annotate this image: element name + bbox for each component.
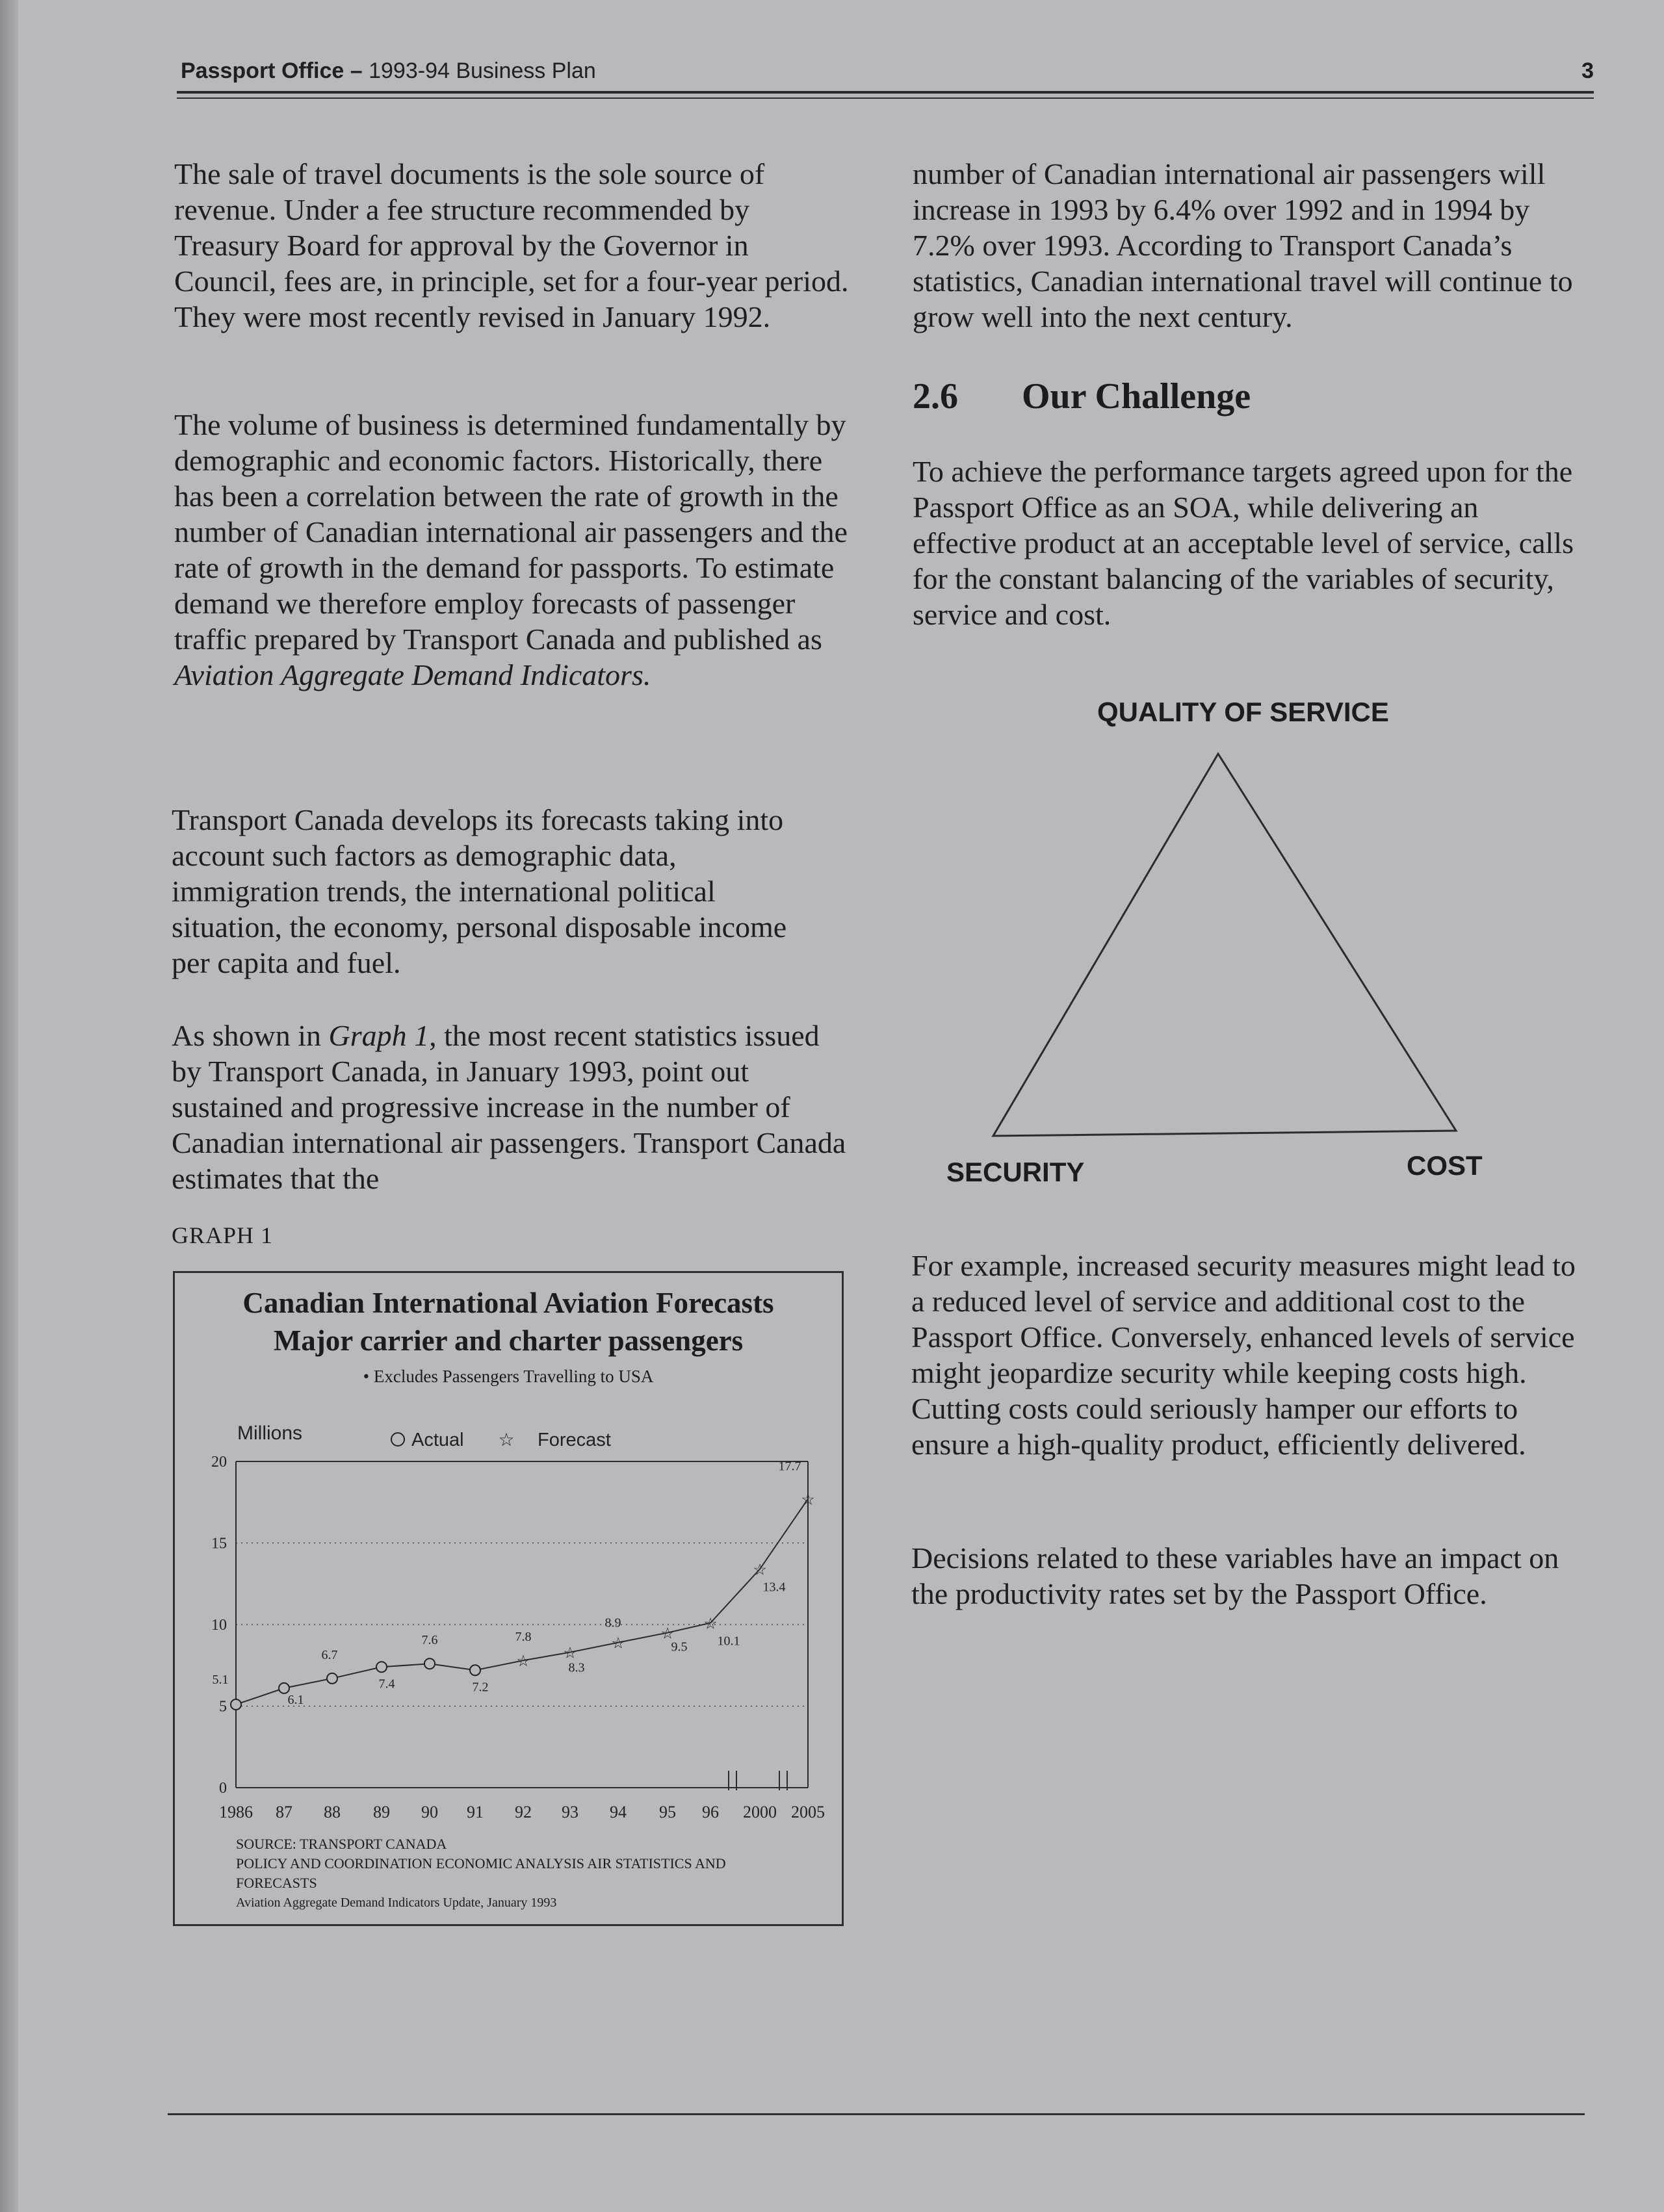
y-axis-label: Millions bbox=[237, 1422, 303, 1444]
header-rule bbox=[177, 91, 1594, 94]
data-point-actual bbox=[424, 1658, 435, 1669]
data-point-forecast: ☆ bbox=[703, 1615, 718, 1633]
x-tick-label: 87 bbox=[276, 1803, 292, 1821]
x-tick-label: 96 bbox=[702, 1803, 719, 1821]
page-number: 3 bbox=[1581, 58, 1594, 83]
triangle-shape bbox=[993, 754, 1456, 1136]
data-point-forecast: ☆ bbox=[563, 1645, 577, 1662]
header-title: Passport Office – 1993-94 Business Plan bbox=[181, 58, 596, 83]
data-label: 8.3 bbox=[568, 1660, 585, 1675]
y-tick-label: 5 bbox=[219, 1698, 227, 1716]
source-line: FORECASTS bbox=[236, 1875, 317, 1891]
data-point-actual bbox=[327, 1673, 337, 1684]
legend-star-icon: ☆ bbox=[498, 1430, 515, 1450]
chart-subtitle: • Excludes Passengers Travelling to USA bbox=[363, 1367, 654, 1386]
paragraph-forecasts: Transport Canada develops its forecasts taking into account such factors as demographic data, immigration trends, the international political situation, the economy, personal disposable income per capita and fuel. bbox=[172, 803, 787, 979]
paragraph-revenue: The sale of travel documents is the sole source of revenue. Under a fee structure recommended by Treasury Board for approval by the Governor in Council, fees are, in principle, set for a four-year period. They were most recently revised in January 1992. bbox=[174, 157, 849, 333]
data-label: 5.1 bbox=[212, 1672, 229, 1687]
graph-label: GRAPH 1 bbox=[172, 1222, 274, 1248]
data-label: 10.1 bbox=[717, 1634, 740, 1649]
data-label: 7.8 bbox=[515, 1630, 532, 1645]
x-tick-label: 92 bbox=[515, 1803, 532, 1821]
data-point-forecast: ☆ bbox=[611, 1635, 625, 1653]
diagram-label-quality: QUALITY OF SERVICE bbox=[1097, 697, 1389, 727]
diagram-label-cost: COST bbox=[1407, 1150, 1483, 1181]
data-point-actual bbox=[231, 1699, 241, 1710]
section-heading: 2.6 Our Challenge bbox=[913, 376, 1251, 417]
legend-circle-icon bbox=[391, 1433, 404, 1446]
source-line: Aviation Aggregate Demand Indicators Update, January 1993 bbox=[236, 1896, 557, 1910]
source-line: SOURCE: TRANSPORT CANADA bbox=[236, 1836, 447, 1852]
paragraph-volume: The volume of business is determined fundamentally by demographic and economic factors. Historically, there has been a correlation between the rate of growth in the number of Canadian international air passengers and the rate of growth in the demand for passports. To estimate demand we therefore employ forecasts of passenger traffic prepared by Transport Canada and published as Aviation Aggregate Demand Indicators. bbox=[174, 408, 848, 691]
y-tick-label: 10 bbox=[211, 1617, 227, 1634]
data-point-actual bbox=[279, 1683, 289, 1693]
footer-rule bbox=[168, 2113, 1585, 2115]
data-point-forecast: ☆ bbox=[516, 1653, 530, 1671]
x-tick-label: 89 bbox=[373, 1803, 390, 1821]
data-label: 7.4 bbox=[378, 1677, 395, 1691]
data-point-forecast: ☆ bbox=[753, 1562, 767, 1579]
triangle-diagram bbox=[975, 741, 1495, 1157]
paragraph-decisions: Decisions related to these variables have an impact on the productivity rates set by the Passport Office. bbox=[911, 1541, 1559, 1610]
header-rule-thin bbox=[177, 97, 1594, 99]
data-point-actual bbox=[376, 1662, 387, 1672]
data-label: 17.7 bbox=[778, 1459, 801, 1474]
diagram-label-security: SECURITY bbox=[946, 1157, 1085, 1187]
data-label: 7.6 bbox=[421, 1633, 438, 1648]
x-tick-label: 95 bbox=[659, 1803, 676, 1821]
data-point-forecast: ☆ bbox=[801, 1491, 815, 1509]
legend-forecast-label: Forecast bbox=[538, 1430, 611, 1450]
x-tick-label: 90 bbox=[421, 1803, 438, 1821]
legend-actual-label: Actual bbox=[411, 1430, 464, 1450]
data-point-forecast: ☆ bbox=[660, 1625, 675, 1643]
source-line: POLICY AND COORDINATION ECONOMIC ANALYSIS AIR STATISTICS AND bbox=[236, 1855, 726, 1871]
chart-frame bbox=[173, 1271, 844, 1926]
series-line bbox=[236, 1499, 808, 1704]
chart-title-line2: Major carrier and charter passengers bbox=[273, 1324, 744, 1357]
paragraph-challenge: To achieve the performance targets agreed upon for the Passport Office as an SOA, while delivering an effective product at an acceptable level of service, calls for the constant balancing of the variables of security, service and cost. bbox=[913, 455, 1574, 631]
chart-title: Canadian International Aviation Forecasts bbox=[242, 1287, 774, 1319]
chart-plot bbox=[175, 1273, 842, 1924]
x-tick-label: 2005 bbox=[791, 1803, 825, 1821]
y-tick-label: 15 bbox=[211, 1535, 227, 1552]
x-tick-label: 88 bbox=[324, 1803, 341, 1821]
data-label: 8.9 bbox=[604, 1615, 621, 1630]
paragraph-graph-reference: As shown in Graph 1, the most recent statistics issued by Transport Canada, in January 1993, point out sustained and progressive increase in the number of Canadian international air passengers. Transport Canada estimates that the bbox=[172, 1019, 846, 1195]
data-label: 6.7 bbox=[321, 1647, 338, 1662]
x-tick-label: 2000 bbox=[743, 1803, 777, 1821]
x-tick-label: 91 bbox=[467, 1803, 484, 1821]
paragraph-example: For example, increased security measures might lead to a reduced level of service and additional cost to the Passport Office. Conversely, enhanced levels of service might jeopardize security while keeping costs high. Cutting costs could seriously hamper our efforts to ensure a high-quality product, efficiently delivered. bbox=[911, 1249, 1576, 1461]
data-label: 6.1 bbox=[287, 1692, 304, 1707]
data-point-actual bbox=[470, 1665, 480, 1675]
data-label: 9.5 bbox=[671, 1640, 688, 1654]
chart-source bbox=[236, 1834, 726, 1912]
data-label: 13.4 bbox=[762, 1580, 786, 1595]
x-tick-label: 93 bbox=[562, 1803, 578, 1821]
data-label: 7.2 bbox=[472, 1680, 489, 1695]
y-tick-label: 0 bbox=[219, 1780, 227, 1797]
page-edge-shadow bbox=[0, 0, 18, 2212]
y-tick-label: 20 bbox=[211, 1454, 227, 1471]
paragraph-passenger-growth: number of Canadian international air passengers will increase in 1993 by 6.4% over 1992 and in 1994 by 7.2% over 1993. According to Transport Canada’s statistics, Canadian international travel will continue to grow well into the next century. bbox=[913, 157, 1573, 333]
x-tick-label: 94 bbox=[610, 1803, 627, 1821]
running-header bbox=[177, 55, 1594, 94]
x-tick-label: 1986 bbox=[219, 1803, 253, 1821]
